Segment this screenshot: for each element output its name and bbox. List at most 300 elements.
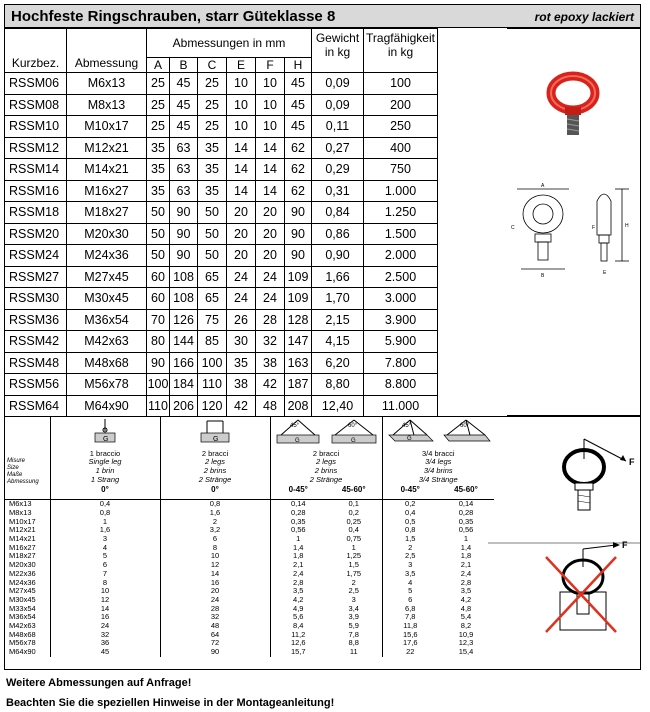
load-value: 72 <box>160 639 270 648</box>
load-value: 36 <box>50 639 160 648</box>
group-1-label: 1 braccio Single leg 1 brin 1 Strang <box>50 450 160 486</box>
load-value: 1 <box>463 534 469 544</box>
table-cell: 38 <box>227 374 256 396</box>
load-value: 0,35 <box>458 516 474 526</box>
load-row <box>5 587 494 596</box>
product-illustration-panel <box>507 28 641 416</box>
table-cell: 90 <box>285 223 312 245</box>
load-value: 0,8 <box>382 526 438 535</box>
table-cell: 50 <box>147 202 170 224</box>
load-value: 12 <box>160 561 270 570</box>
dim-letter-header: C <box>198 58 227 73</box>
thread-size: M6x13 <box>67 73 147 95</box>
load-value: 11,2 <box>270 631 326 640</box>
table-cell: 35 <box>198 180 227 202</box>
table-cell: 85 <box>198 331 227 353</box>
col-load-header: Tragfähigkeit in kg <box>364 29 438 73</box>
table-cell: 187 <box>285 374 312 396</box>
table-cell: 62 <box>285 137 312 159</box>
product-code: RSSM27 <box>5 266 67 288</box>
table-cell: 35 <box>198 137 227 159</box>
table-cell: 90 <box>285 202 312 224</box>
table-row <box>5 159 438 181</box>
load-value: 0,75 <box>346 534 362 544</box>
load-value: 1,8 <box>270 552 326 561</box>
wrong-load-eye-bolt <box>546 542 620 632</box>
table-cell: 80 <box>147 331 170 353</box>
col-weight-header: Gewicht in kg <box>312 29 364 73</box>
table-cell: 10 <box>256 116 285 138</box>
load-value: 6,8 <box>382 605 438 614</box>
table-cell: 109 <box>285 288 312 310</box>
load-row <box>5 552 494 561</box>
table-cell: 108 <box>170 288 198 310</box>
table-cell: 100 <box>364 73 438 95</box>
load-value: 2,5 <box>382 552 438 561</box>
load-size: M48x68 <box>9 629 36 639</box>
load-value: 3,4 <box>348 603 359 613</box>
dims-group-header: Abmessungen in mm <box>147 29 312 58</box>
load-value: 5 <box>382 587 438 596</box>
table-row <box>5 395 438 417</box>
table-row <box>5 352 438 374</box>
load-value: 15,4 <box>458 647 474 657</box>
load-direction-drawings <box>488 417 640 669</box>
table-cell: 108 <box>170 266 198 288</box>
load-value: 2,1 <box>460 560 472 570</box>
sling-2-legs-60 <box>326 417 382 450</box>
load-value: 8 <box>50 579 160 588</box>
load-size: M24x36 <box>9 577 36 587</box>
table-row <box>5 180 438 202</box>
page-title: Hochfeste Ringschrauben, starr Güteklasse 8 <box>11 8 336 25</box>
thread-size: M12x21 <box>67 137 147 159</box>
table-cell: 110 <box>198 374 227 396</box>
table-cell: 0,27 <box>312 137 364 159</box>
load-value: 2,5 <box>348 586 359 596</box>
load-value: 20 <box>160 587 270 596</box>
drawing-label-h: H <box>625 223 629 229</box>
load-value: 4 <box>50 544 160 553</box>
load-value: 12,3 <box>458 638 474 648</box>
load-value: 2 <box>382 544 438 553</box>
sling-weight-label: G <box>295 438 300 444</box>
load-value: 14 <box>160 570 270 579</box>
table-cell: 400 <box>364 137 438 159</box>
table-cell: 32 <box>256 331 285 353</box>
thread-size: M48x68 <box>67 352 147 374</box>
table-cell: 62 <box>285 159 312 181</box>
angle-header: 45-60° <box>454 484 478 494</box>
thread-size: M30x45 <box>67 288 147 310</box>
load-row <box>5 570 494 579</box>
table-cell: 50 <box>198 245 227 267</box>
table-cell: 14 <box>227 137 256 159</box>
table-cell: 0,11 <box>312 116 364 138</box>
load-value: 5 <box>50 552 160 561</box>
load-size: M42x63 <box>9 621 36 631</box>
table-cell: 200 <box>364 94 438 116</box>
sling-4-legs-60 <box>438 417 494 450</box>
table-cell: 147 <box>285 331 312 353</box>
table-cell: 144 <box>170 331 198 353</box>
table-cell: 25 <box>147 73 170 95</box>
table-cell: 20 <box>227 245 256 267</box>
load-value: 1,6 <box>160 509 270 518</box>
load-value: 1 <box>50 518 160 527</box>
table-cell: 4,15 <box>312 331 364 353</box>
load-value: 2 <box>160 518 270 527</box>
product-code: RSSM06 <box>5 73 67 95</box>
load-value: 10 <box>160 552 270 561</box>
table-cell: 35 <box>198 159 227 181</box>
table-cell: 50 <box>198 223 227 245</box>
load-value: 2,8 <box>270 579 326 588</box>
product-code: RSSM20 <box>5 223 67 245</box>
load-size: M64x90 <box>9 647 36 657</box>
table-cell: 128 <box>285 309 312 331</box>
angle-icon-label: 60° <box>460 423 470 429</box>
load-value: 3 <box>351 594 356 604</box>
table-cell: 14 <box>227 180 256 202</box>
load-value: 1,4 <box>270 544 326 553</box>
table-cell: 25 <box>147 116 170 138</box>
table-cell: 14 <box>256 137 285 159</box>
table-cell: 2.500 <box>364 266 438 288</box>
load-value: 0,8 <box>160 500 270 509</box>
table-cell: 8.800 <box>364 374 438 396</box>
load-row <box>5 605 494 614</box>
table-cell: 120 <box>198 395 227 417</box>
load-value: 0,2 <box>382 500 438 509</box>
table-row <box>5 266 438 288</box>
drawing-label-c: C <box>511 225 515 231</box>
thread-size: M24x36 <box>67 245 147 267</box>
load-value: 1,6 <box>50 526 160 535</box>
col-code-header: Kurzbez. <box>5 29 67 73</box>
sling-weight-label: G <box>407 436 412 442</box>
table-cell: 7.800 <box>364 352 438 374</box>
table-cell: 750 <box>364 159 438 181</box>
load-row <box>5 631 494 640</box>
angle-header: 45-60° <box>341 484 366 494</box>
load-value: 10,9 <box>458 629 474 639</box>
dim-letter-header: F <box>256 58 285 73</box>
load-value: 24 <box>160 596 270 605</box>
load-value: 0,4 <box>348 525 359 535</box>
table-cell: 90 <box>285 245 312 267</box>
load-value: 0,28 <box>270 509 326 518</box>
table-cell: 0,84 <box>312 202 364 224</box>
load-value: 3,9 <box>348 612 359 622</box>
table-cell: 5.900 <box>364 331 438 353</box>
table-cell: 35 <box>147 137 170 159</box>
table-cell: 20 <box>256 202 285 224</box>
load-size: M33x54 <box>9 603 36 613</box>
group-2-label: 2 bracci 2 legs 2 brins 2 Stränge <box>160 450 270 486</box>
table-cell: 0,29 <box>312 159 364 181</box>
table-cell: 1.000 <box>364 180 438 202</box>
load-size: M8x13 <box>9 507 32 517</box>
load-chart-panel <box>4 416 641 670</box>
table-cell: 25 <box>198 73 227 95</box>
table-cell: 208 <box>285 395 312 417</box>
sling-weight-label: G <box>350 438 356 444</box>
table-cell: 45 <box>285 73 312 95</box>
sling-4-legs-45 <box>382 417 438 450</box>
table-cell: 50 <box>147 223 170 245</box>
load-size: M18x27 <box>9 551 36 561</box>
load-value: 16 <box>160 579 270 588</box>
table-cell: 25 <box>198 116 227 138</box>
load-value: 8 <box>160 544 270 553</box>
load-value: 0,8 <box>50 509 160 518</box>
thread-size: M16x27 <box>67 180 147 202</box>
table-cell: 1,70 <box>312 288 364 310</box>
table-cell: 65 <box>198 288 227 310</box>
product-code: RSSM30 <box>5 288 67 310</box>
table-cell: 45 <box>170 116 198 138</box>
load-value: 3,2 <box>160 526 270 535</box>
table-cell: 25 <box>147 94 170 116</box>
angle-header: 0° <box>50 486 160 500</box>
two-leg-45-sling-icon <box>273 417 323 447</box>
table-cell: 8,80 <box>312 374 364 396</box>
table-cell: 90 <box>170 202 198 224</box>
table-cell: 10 <box>227 116 256 138</box>
table-cell: 70 <box>147 309 170 331</box>
table-cell: 50 <box>147 245 170 267</box>
load-value: 8,2 <box>460 621 472 631</box>
load-value: 45 <box>50 648 160 657</box>
drawing-label-a: A <box>541 183 545 189</box>
load-value: 0,2 <box>348 507 359 517</box>
load-value: 1 <box>351 542 356 552</box>
table-cell: 2.000 <box>364 245 438 267</box>
table-row <box>5 202 438 224</box>
load-value: 0,5 <box>382 518 438 527</box>
red-eye-bolt-photo <box>551 76 595 135</box>
load-size: M6x13 <box>5 500 50 509</box>
load-size: M10x17 <box>9 516 36 526</box>
sling-2-legs-45 <box>270 417 326 450</box>
product-code: RSSM12 <box>5 137 67 159</box>
table-cell: 0,09 <box>312 73 364 95</box>
table-cell: 45 <box>170 94 198 116</box>
table-cell: 10 <box>256 94 285 116</box>
load-value: 3 <box>50 535 160 544</box>
load-value: 7 <box>50 570 160 579</box>
load-value: 90 <box>160 648 270 657</box>
load-value: 2,8 <box>460 577 472 587</box>
table-cell: 1.500 <box>364 223 438 245</box>
load-value: 10 <box>50 587 160 596</box>
table-cell: 60 <box>147 266 170 288</box>
footer-line-2: Beachten Sie die speziellen Hinweise in der Montageanleitung! <box>6 697 335 709</box>
dim-letter-header: A <box>147 58 170 73</box>
load-value: 5,6 <box>270 613 326 622</box>
two-leg-60-sling-icon <box>329 417 379 447</box>
angle-header: 0-45° <box>382 486 438 500</box>
table-cell: 11.000 <box>364 395 438 417</box>
table-row <box>5 309 438 331</box>
angle-icon-label: 60° <box>347 423 357 429</box>
load-value: 16 <box>50 613 160 622</box>
four-leg-60-sling-icon <box>441 417 491 447</box>
table-row <box>5 73 438 95</box>
product-code: RSSM16 <box>5 180 67 202</box>
table-cell: 166 <box>170 352 198 374</box>
table-row <box>5 245 438 267</box>
load-value: 0,4 <box>50 500 160 509</box>
load-value: 6 <box>382 596 438 605</box>
table-cell: 126 <box>170 309 198 331</box>
group-4-label: 3/4 bracci 3/4 legs 3/4 brins 3/4 Stränge <box>382 450 494 486</box>
table-cell: 35 <box>227 352 256 374</box>
load-row <box>5 509 494 518</box>
table-cell: 35 <box>147 159 170 181</box>
load-value: 11 <box>349 647 358 657</box>
table-cell: 110 <box>147 395 170 417</box>
product-code: RSSM42 <box>5 331 67 353</box>
load-value: 17,6 <box>382 639 438 648</box>
sling-weight-label: G <box>103 436 109 443</box>
load-size: M16x27 <box>9 542 36 552</box>
load-row <box>5 622 494 631</box>
drawing-label-e: E <box>603 270 607 276</box>
table-cell: 20 <box>256 245 285 267</box>
load-value: 0,14 <box>438 500 494 509</box>
load-row <box>5 579 494 588</box>
table-cell: 90 <box>170 245 198 267</box>
load-value: 3 <box>382 561 438 570</box>
load-size: M22x36 <box>9 568 36 578</box>
table-cell: 63 <box>170 180 198 202</box>
load-value: 6 <box>50 561 160 570</box>
load-size: M36x54 <box>9 612 36 622</box>
product-code: RSSM56 <box>5 374 67 396</box>
table-cell: 26 <box>227 309 256 331</box>
load-value: 0,35 <box>270 518 326 527</box>
load-size: M30x45 <box>9 594 36 604</box>
angle-header: 0-45° <box>270 486 326 500</box>
product-code: RSSM36 <box>5 309 67 331</box>
load-value: 2,4 <box>460 568 472 578</box>
table-row <box>5 288 438 310</box>
load-value: 1,5 <box>348 560 359 570</box>
thread-size: M14x21 <box>67 159 147 181</box>
load-value: 1,8 <box>460 551 472 561</box>
table-cell: 60 <box>147 288 170 310</box>
table-cell: 1,66 <box>312 266 364 288</box>
title-bar <box>4 4 641 28</box>
thread-size: M8x13 <box>67 94 147 116</box>
load-value: 8,4 <box>270 622 326 631</box>
load-row <box>5 535 494 544</box>
load-size: M27x45 <box>9 586 36 596</box>
load-row <box>5 518 494 527</box>
table-row <box>5 137 438 159</box>
load-size: M20x30 <box>9 560 36 570</box>
load-value: 1,75 <box>346 568 362 578</box>
table-cell: 24 <box>227 288 256 310</box>
product-drawings <box>507 29 641 417</box>
table-cell: 35 <box>147 180 170 202</box>
load-value: 3,5 <box>270 587 326 596</box>
table-cell: 10 <box>256 73 285 95</box>
load-row <box>5 526 494 535</box>
table-row <box>5 331 438 353</box>
load-value: 0,28 <box>458 507 474 517</box>
table-cell: 45 <box>285 116 312 138</box>
group-3-label: 2 bracci 2 legs 2 brins 2 Stränge <box>270 450 382 486</box>
table-cell: 10 <box>227 94 256 116</box>
load-value: 6 <box>160 535 270 544</box>
table-cell: 1.250 <box>364 202 438 224</box>
load-row <box>5 613 494 622</box>
load-value: 2,4 <box>270 570 326 579</box>
force-label: F <box>629 457 635 467</box>
two-leg-sling-icon <box>193 417 237 447</box>
load-chart-table <box>5 417 494 657</box>
table-row <box>5 374 438 396</box>
thread-size: M42x63 <box>67 331 147 353</box>
load-row <box>5 561 494 570</box>
table-cell: 30 <box>227 331 256 353</box>
load-value: 0,4 <box>382 509 438 518</box>
product-code: RSSM24 <box>5 245 67 267</box>
table-cell: 90 <box>170 223 198 245</box>
table-cell: 42 <box>256 374 285 396</box>
eye-bolt-dimension-drawing <box>517 189 629 269</box>
load-value: 12 <box>50 596 160 605</box>
thread-size: M36x54 <box>67 309 147 331</box>
drawing-label-b: B <box>541 273 545 279</box>
load-value: 2 <box>351 577 356 587</box>
load-size: M14x21 <box>9 534 36 544</box>
table-cell: 0,31 <box>312 180 364 202</box>
load-row <box>5 596 494 605</box>
table-cell: 3.900 <box>364 309 438 331</box>
table-cell: 65 <box>198 266 227 288</box>
load-value: 4 <box>382 579 438 588</box>
angle-icon-label: 45° <box>402 423 412 429</box>
load-value: 24 <box>50 622 160 631</box>
load-value: 0,1 <box>326 500 382 509</box>
footer-line-1: Weitere Abmessungen auf Anfrage! <box>6 677 192 689</box>
dim-letter-header: E <box>227 58 256 73</box>
load-value: 0,25 <box>346 516 362 526</box>
load-value: 12,6 <box>270 639 326 648</box>
load-size: M12x21 <box>9 525 36 535</box>
table-cell: 20 <box>227 202 256 224</box>
table-row <box>5 223 438 245</box>
load-value: 8,8 <box>348 638 359 648</box>
thread-size: M10x17 <box>67 116 147 138</box>
load-value: 4,9 <box>270 605 326 614</box>
table-cell: 62 <box>285 180 312 202</box>
load-row <box>5 648 494 657</box>
thread-size: M18x27 <box>67 202 147 224</box>
dimension-table <box>4 28 438 417</box>
load-value: 1,25 <box>346 551 362 561</box>
load-value: 15,6 <box>382 631 438 640</box>
product-code: RSSM14 <box>5 159 67 181</box>
table-cell: 24 <box>256 266 285 288</box>
load-value: 28 <box>160 605 270 614</box>
dim-letter-header: B <box>170 58 198 73</box>
table-cell: 42 <box>227 395 256 417</box>
